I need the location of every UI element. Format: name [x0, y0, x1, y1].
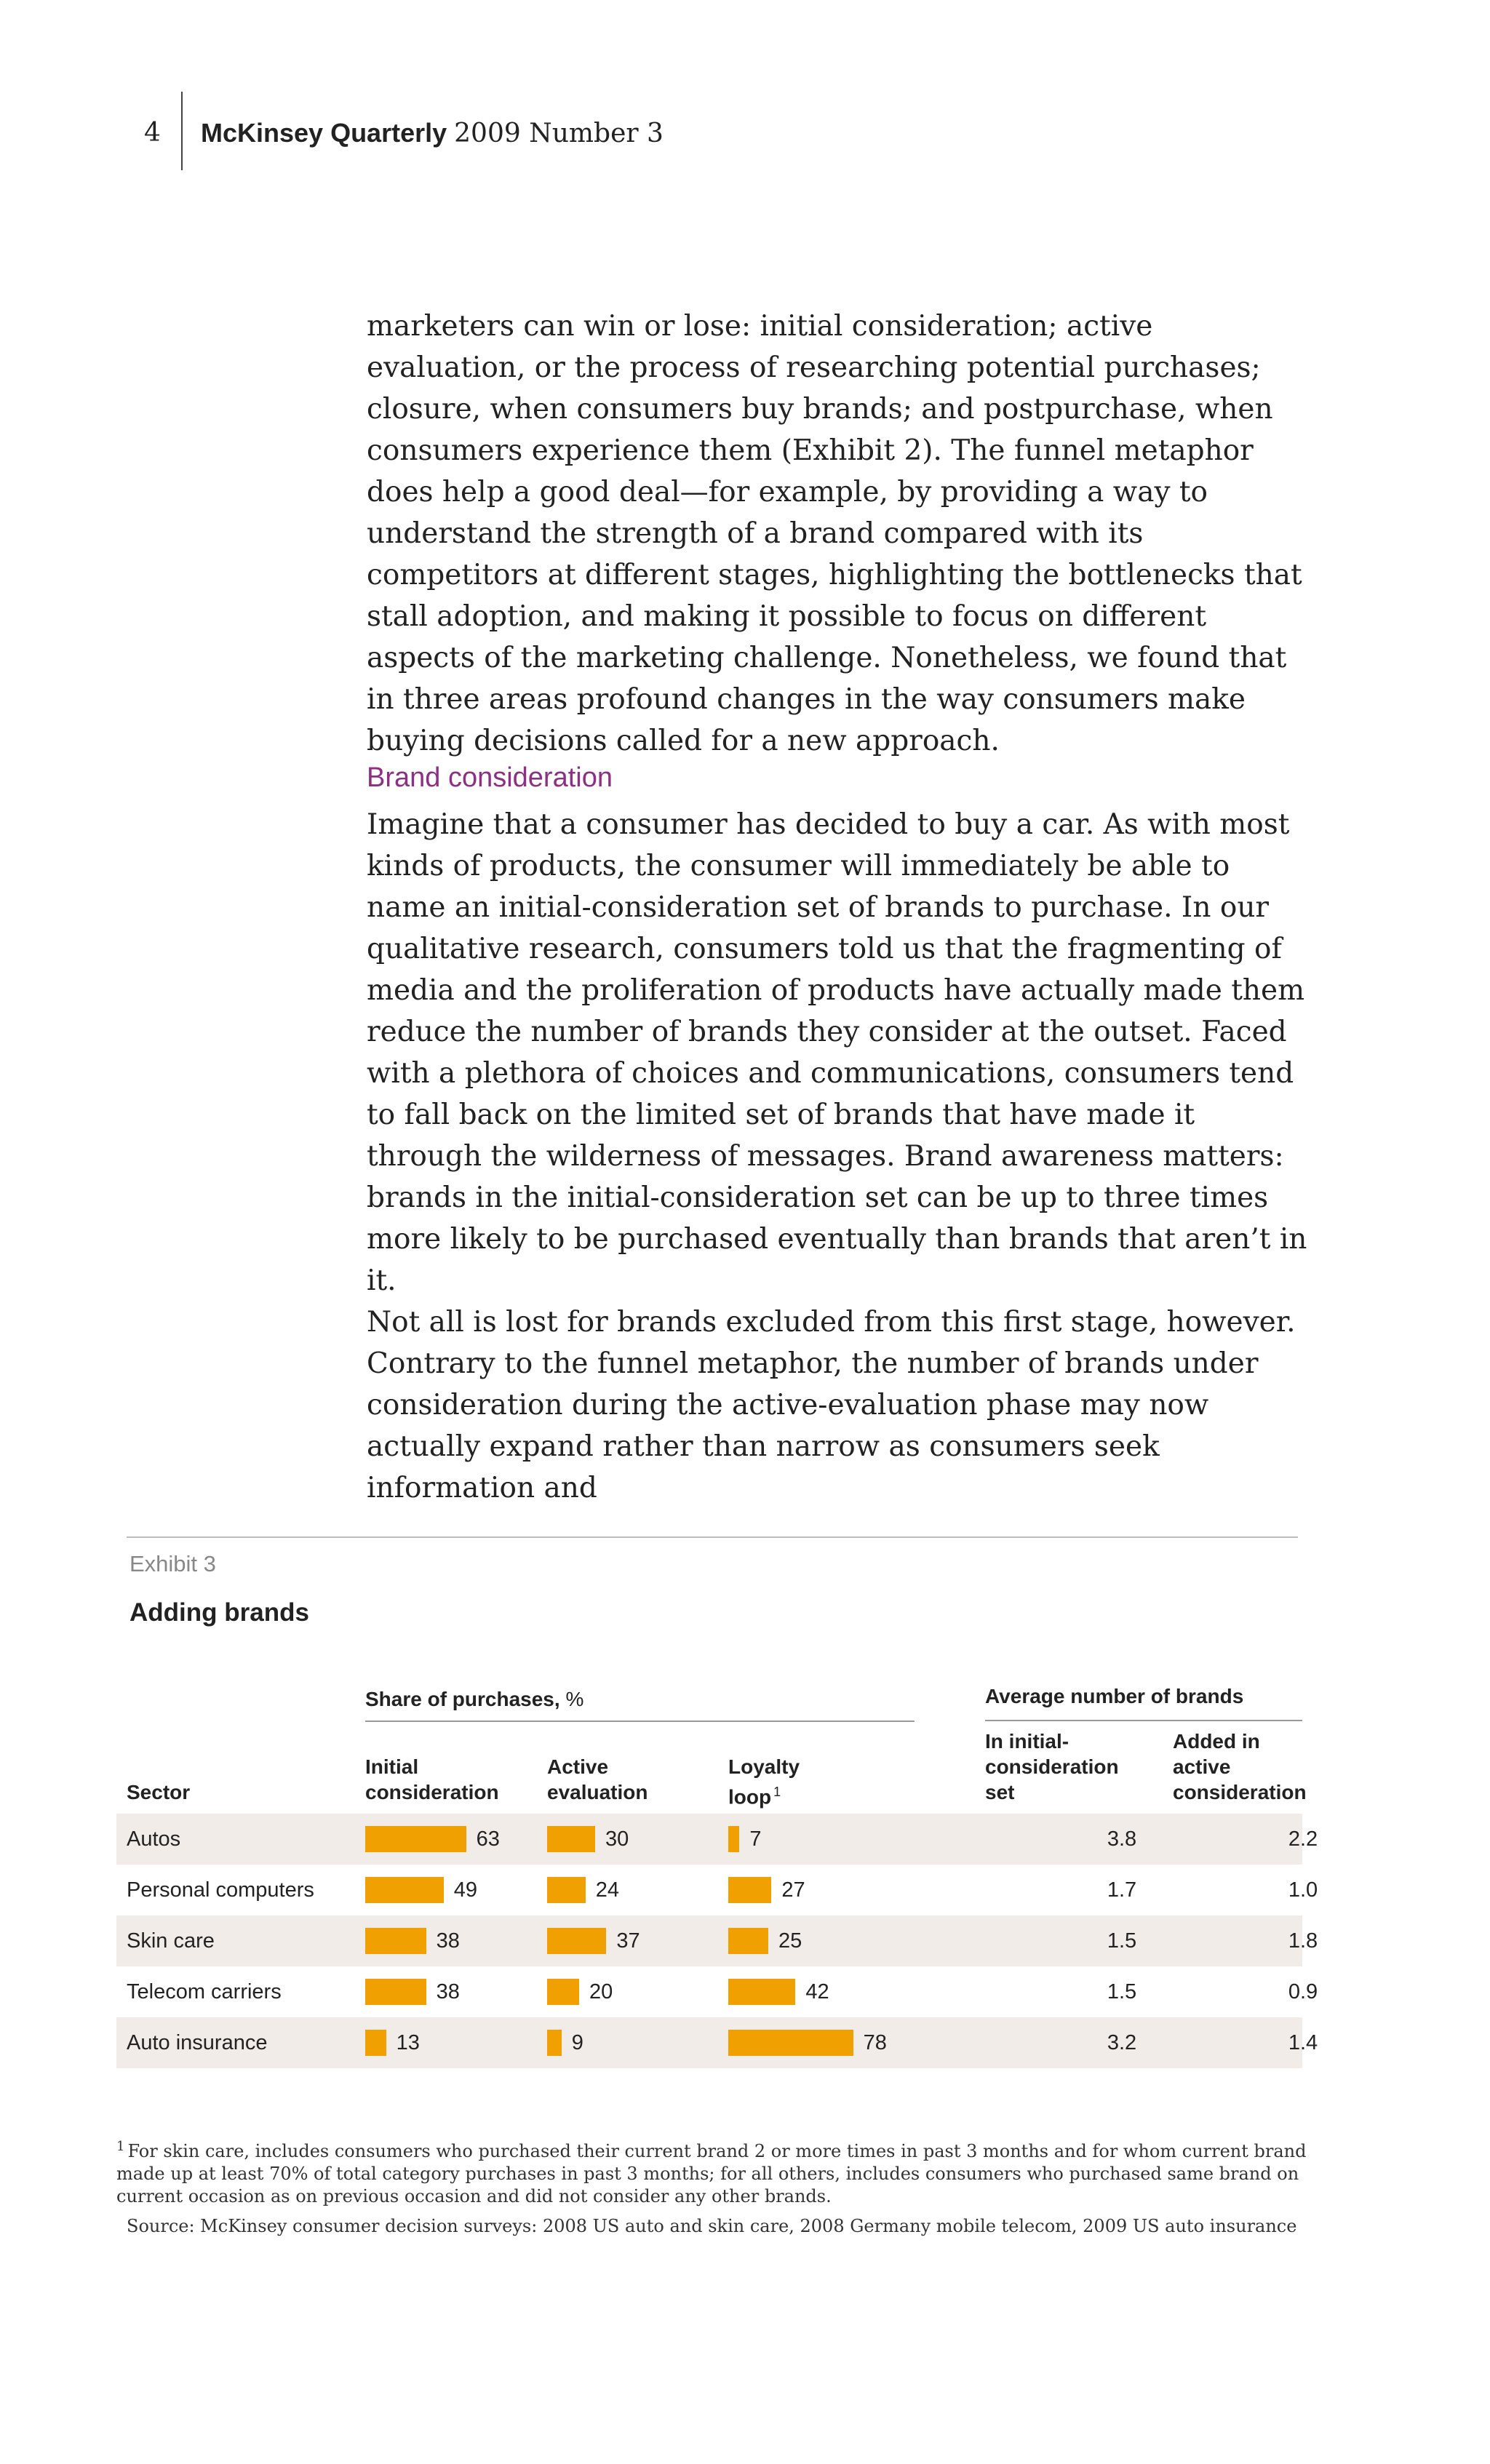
table-row [116, 1814, 1318, 1865]
col-header-sector: Sector [127, 1781, 191, 1803]
avg-added-value: 0.9 [1288, 1980, 1318, 2004]
initial-bar [365, 1979, 426, 2005]
initial-value: 49 [453, 1878, 478, 1902]
loyalty-bar [728, 1928, 768, 1954]
initial-value: 38 [436, 1929, 460, 1953]
col-header-avg-added: Added in active consideration [1173, 1730, 1307, 1803]
avg-added-value: 1.8 [1288, 1929, 1318, 1953]
running-head [201, 118, 664, 148]
exhibit-label: Exhibit 3 [130, 1551, 216, 1576]
share-group-unit: % [565, 1688, 584, 1710]
active-value: 37 [616, 1929, 640, 1953]
active-value: 24 [595, 1878, 620, 1902]
section-subhead: Brand consideration [367, 762, 613, 793]
exhibit-title: Adding brands [130, 1598, 309, 1627]
active-bar [547, 1826, 595, 1852]
body-paragraph-1: marketers can win or lose: initial consideration; active evaluation, or the process of researching potential purchases; closure, when consumers buy brands; and postpurchase, when consumers experience them (Exhibit 2). The funnel metaphor does help a good deal—for example, by providing a way to understand the strength of a brand compared with its competitors at different stages, highlighting the bottlenecks that stall adoption, and making it possible to focus on different aspects of the marketing challenge. Nonetheless, we found that in three areas profound changes in the way consumers make buying decisions called for a new approach. [367, 310, 1302, 757]
page-number: 4 [144, 118, 161, 148]
initial-bar [365, 2030, 386, 2056]
initial-bar [365, 1928, 426, 1954]
active-bar [547, 1979, 579, 2005]
sector-label: Autos [127, 1827, 181, 1851]
sector-label: Auto insurance [127, 2031, 268, 2054]
share-group-title: Share of purchases, [365, 1688, 560, 1710]
loyalty-bar [728, 1877, 771, 1903]
source-note: Source: McKinsey consumer decision surveys: 2008 US auto and skin care, 2008 Germany mobile telecom, 2009 US auto insurance [127, 2216, 1297, 2236]
sector-label: Personal computers [127, 1878, 314, 1902]
active-bar [547, 1877, 586, 1903]
initial-value: 63 [476, 1827, 500, 1851]
footnote-text: For skin care, includes consumers who purchased their current brand 2 or more times in past 3 months and for whom current brand made up at least 70% of total category purchases in past 3 months; for all others, includes consumers who purchased same brand on current occasion as on previous occasion and did not consider any other brands. [116, 2141, 1307, 2206]
initial-bar [365, 1877, 444, 1903]
active-bar [547, 2030, 562, 2056]
issue-label: 2009 Number 3 [454, 119, 664, 148]
exhibit-table [116, 1814, 1318, 2068]
loyalty-value: 42 [805, 1980, 829, 2004]
loyalty-bar [728, 1979, 795, 2005]
sector-label: Skin care [127, 1929, 215, 1953]
body-paragraph-2: Imagine that a consumer has decided to buy a car. As with most kinds of products, the consumer will immediately be able to name an initial-consideration set of brands to purchase. In our qualitative research, consumers told us that the fragmenting of media and the proliferation of products have actually made them reduce the number of brands they consider at the outset. Faced with a plethora of choices and communications, consumers tend to fall back on the limited set of brands that have made it through the wilderness of messages. Brand awareness matters: brands in the initial-consideration set can be up to three times more likely to be purchased eventually than brands that aren’t in it. [367, 808, 1307, 1297]
avg-added-value: 2.2 [1288, 1827, 1318, 1851]
avg-added-value: 1.4 [1288, 2031, 1318, 2054]
avg-initial-value: 1.5 [1107, 1929, 1137, 1953]
loyalty-value: 7 [749, 1827, 762, 1851]
active-value: 20 [589, 1980, 613, 2004]
active-value: 30 [605, 1827, 629, 1851]
table-row [116, 1915, 1318, 1966]
col-header-avg-initial-set: In initial- consideration set [985, 1730, 1119, 1803]
initial-value: 13 [396, 2031, 420, 2054]
avg-initial-value: 3.8 [1107, 1827, 1137, 1851]
exhibit-divider [127, 1536, 1298, 1538]
journal-name: McKinsey Quarterly [201, 118, 447, 148]
loyalty-value: 27 [781, 1878, 805, 1902]
loyalty-value: 25 [778, 1929, 802, 1953]
table-row [116, 1966, 1318, 2017]
sector-label: Telecom carriers [127, 1980, 282, 2004]
avg-initial-value: 1.7 [1107, 1878, 1137, 1902]
active-bar [547, 1928, 606, 1954]
loyalty-value: 78 [863, 2031, 887, 2054]
col-header-loyalty-loop [728, 1754, 800, 1809]
avg-initial-value: 1.5 [1107, 1980, 1137, 2004]
footnote-ref: 1 [773, 1785, 781, 1799]
avg-added-value: 1.0 [1288, 1878, 1318, 1902]
table-row [116, 2017, 1318, 2068]
col-header-loyalty-label: Loyalty loop [728, 1755, 800, 1809]
loyalty-bar [728, 1826, 739, 1852]
share-group-rule [365, 1721, 915, 1722]
col-header-active-evaluation: Active evaluation [547, 1755, 648, 1803]
avg-group-rule [985, 1720, 1302, 1721]
avg-initial-value: 3.2 [1107, 2031, 1137, 2054]
table-row [116, 1865, 1318, 1915]
header-divider [181, 92, 183, 170]
loyalty-bar [728, 2030, 853, 2056]
footnote-mark: 1 [116, 2139, 125, 2154]
initial-bar [365, 1826, 466, 1852]
footnote [116, 2135, 1310, 2208]
active-value: 9 [571, 2031, 583, 2054]
body-paragraph-3: Not all is lost for brands excluded from this first stage, however. Contrary to the funnel metaphor, the number of brands under consideration during the active-evaluation phase may now actually expand rather than narrow as consumers seek information and [367, 1306, 1296, 1504]
initial-value: 38 [436, 1980, 460, 2004]
share-group-header [365, 1688, 583, 1711]
col-header-initial-consideration: Initial consideration [365, 1755, 499, 1803]
avg-group-header: Average number of brands [985, 1685, 1244, 1707]
